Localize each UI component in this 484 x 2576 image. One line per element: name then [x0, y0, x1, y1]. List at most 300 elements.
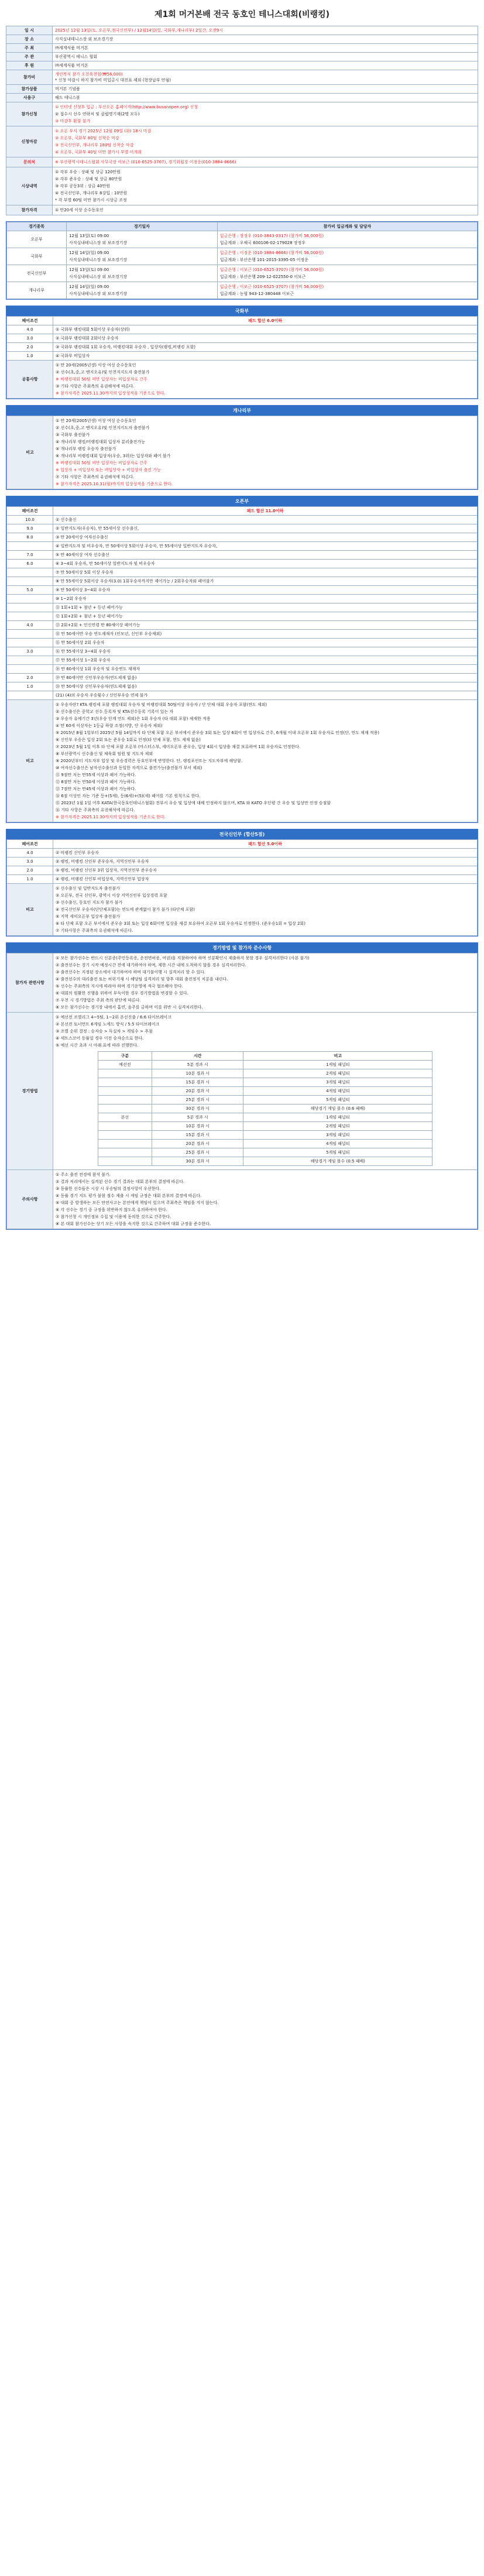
text-line: ① 모든 참가선수는 반드시 신분증(주민등록증, 운전면허증, 여권)을 지참하여야 하며 신분확인시 제출하지 못할 경우 실격처리한다 (사본 불가) [56, 956, 310, 961]
grade-row [7, 352, 478, 361]
info-label: 신청마감 [6, 126, 53, 157]
text-line: 입금은행 : 이정운 (010-3884-8666) (참가비 56,000원) [219, 251, 324, 255]
info-label: 참가비 [6, 70, 53, 85]
text-line: ⑦ 우천 시 경기방법은 주최 측의 판단에 따른다. [56, 998, 141, 1003]
text-line: ※ 참가자격은 2025.11.30까지의 입상성적을 기준으로 한다. [56, 815, 166, 819]
grade-row [7, 630, 478, 639]
grade-score [7, 568, 53, 577]
info-label: 참가신청 [6, 102, 53, 126]
grade-row [7, 857, 478, 866]
grade-row [7, 524, 478, 533]
text-line: 입금은행 : 이보근 (010-6525-3707) (참가비 56,000원) [219, 284, 324, 289]
info-row [6, 35, 478, 44]
text-line: ① 만20세 이상 순수동호인 [55, 208, 104, 212]
penalty-time: 25분 경과 시 [152, 1096, 243, 1105]
grade-text: ⑲ 만 60세이만 신인부우승자(연도제재 없음) [53, 674, 478, 682]
grade-row [7, 577, 478, 586]
info-value-text: ㈜세계식품 머거본 [55, 46, 88, 50]
grade-score [7, 665, 53, 674]
grade-head: 페어조건 [7, 840, 53, 849]
text-line: 12월 13일(토) 09:00 [69, 267, 109, 272]
venue-row [7, 231, 478, 248]
info-value-text: 부산광역시 테니스 협회 [55, 54, 98, 59]
text-line: ③ 동률한 선수들은 시상 시 우승팀의 결정사항이 우선한다. [56, 1186, 161, 1191]
grade-row [7, 849, 478, 857]
text-line: ⑫ 8점만 저는 만50세 이상과 페어 가능하다. [56, 780, 136, 784]
venue-head: 경기종목 [7, 222, 67, 231]
text-line: ⑦ 기타사항은 주최측의 유권해석에 따른다. [56, 928, 133, 933]
text-line: ⑤ 대회 중 발생하는 모든 안전사고는 본인에게 책임이 있으며 주최측은 책임을 지지 않는다. [56, 1200, 219, 1205]
rules-row [7, 1170, 478, 1229]
grade-row [7, 875, 478, 884]
text-line: ② 결과 처리에서는 실격된 선수 경기 결과는 대회 본부의 결정에 따른다. [56, 1179, 185, 1184]
text-line: ③ 조별 순위 결정 : 승자승 > 득실차 > 게임수 > 추첨 [56, 1029, 153, 1034]
grade-text: ① 비랭킹 신인부 우승자 [53, 849, 478, 857]
text-line: ② 오픈부, 국화부 80팀 선착순 마감 [55, 136, 119, 140]
common-row [7, 361, 478, 399]
rules-label: 참가자 관련사항 [7, 953, 53, 1013]
grade-text: ② 일반지도자(우승자), 만 55세이상 선수출신, [53, 524, 478, 533]
penalty-group [98, 1157, 152, 1166]
text-line: 입금계좌 : 부산은행 101-2015-3395-05 이정운 [219, 258, 308, 262]
penalty-row [98, 1140, 432, 1148]
text-line: ① 오픈 부서 경기 2025년 12월 09일 (화) 18시 마감 [55, 129, 152, 133]
penalty-group: 본선 [98, 1113, 152, 1122]
venue-date [67, 282, 218, 299]
penalty-row [98, 1078, 432, 1087]
open-table [6, 506, 478, 822]
text-line: ④ 동률 경기 지도 평가 불참 점수 제출 시 게임 규정은 대회 본부의 결정에 따른다. [56, 1193, 202, 1198]
penalty-time: 30분 경과 시 [152, 1157, 243, 1166]
grade-text: ⑬ 2회+2회 + 인신연령 만 80세이상 페어가능 [53, 621, 478, 630]
info-row [6, 102, 478, 126]
penalty-time: 25분 경과 시 [152, 1148, 243, 1157]
text-line: ※ 비랭킹대회 50팀 미만 입상자는 비입상자로 간주 [56, 461, 147, 465]
text-line: ⑦ 기타 사항은 주최측의 유권해석에 따른다. [56, 475, 135, 479]
text-line: 입금은행 : 장정우 (010-3843-0317) (참가비 56,000원) [219, 234, 324, 238]
penalty-note: 5게임 패널티 [243, 1148, 432, 1157]
text-line: ② 출전선수는 경기 시작 예정시간 전에 대기하여야 하며, 제한 시간 내에 도착하지 않을 경우 실격처리한다. [56, 963, 246, 968]
note-label: 비고 [7, 700, 53, 822]
note-row [7, 416, 478, 489]
grade-row [7, 691, 478, 700]
national-section [6, 829, 478, 937]
text-line: ③ 우승자 유예기간 3년(우승 단계 연도 제외)은 1회 우승자 (타 대회 포함) 제재한 적용 [56, 716, 211, 721]
grade-score: 10.0 [7, 516, 53, 524]
penalty-group [98, 1069, 152, 1078]
text-line: 입금은행 : 이보근 (010-6525-3707) (참가비 56,000원) [219, 267, 324, 272]
info-row [6, 94, 478, 102]
text-line: ② 접수시 선수 연락처 및 클럽명기재(2명 모두) [55, 112, 140, 116]
text-line: ⑨ 2020년부터 지도자부 입상 및 우승경력은 동호인부에 반영한다. 단, 랭킹포인트는 지도자부에 해당함. [56, 759, 242, 763]
grade-text: ⑤ 만 40세이상 여자 선수출신 [53, 551, 478, 560]
penalty-time: 5분 경과 시 [152, 1061, 243, 1069]
grade-row [7, 516, 478, 524]
text-line: ⑦ 참가신청 시 개인정보 수집 및 이용에 동의한 것으로 간주한다. [56, 1215, 171, 1219]
grade-head-row [7, 317, 478, 325]
grade-text: (21) (4)의 우승자 우승횟수 / 신인부우승 연제 불가 [53, 691, 478, 700]
venue-head: 경기일자 [67, 222, 218, 231]
text-line: ④ 출전선수의 대리출전 또는 허위기재 시 해당팀 실격처리 및 향후 대회 출전정지 처분을 내린다. [56, 977, 228, 982]
info-value-text: ㈜세계식품 머거본 [55, 63, 88, 68]
text-line: ④ 오픈부, 국화부 40팀 미만 참가시 부별 미개최 [55, 150, 142, 155]
penalty-note: 4게임 패널티 [243, 1140, 432, 1148]
text-line: ⑧ 본 대회 참가선수는 상기 모든 사항을 숙지한 것으로 간주하며 대회 규정을 준수한다. [56, 1222, 211, 1226]
info-label: 일 시 [6, 26, 53, 35]
text-line: ④ 개나리부 랭킹/비랭킹대회 입상자 분리출전가능 [56, 440, 145, 444]
text-line: ③ 각부 공동3위 : 상금 40만원 [55, 184, 110, 188]
text-line: ※ 비랭킹대회 50팀 미만 입상자는 비입상자로 간주 [56, 377, 147, 382]
text-line: ② 각부 준우승 : 상패 및 상금 80만원 [55, 177, 122, 181]
info-table [6, 26, 478, 215]
grade-text: ③ 만 20세이상 여자선수출신 [53, 533, 478, 542]
grade-score: 8.0 [7, 533, 53, 542]
grade-head-row [7, 507, 478, 516]
rules-value [53, 1013, 478, 1170]
penalty-group [98, 1148, 152, 1157]
grade-row [7, 639, 478, 647]
info-label: 사용구 [6, 94, 53, 102]
info-label: 장 소 [6, 35, 53, 44]
rules-table [6, 953, 478, 1229]
penalty-group: 예선전 [98, 1061, 152, 1069]
text-line: ⑥ 개나리부 비랭킹대회 입상자(우승, 3위)는 입상자와 페어 불가 [56, 454, 171, 458]
penalty-row [98, 1148, 432, 1157]
text-line: ② 오픈부, 전국 신인부, 광역시 이상 지역신인부 입상경력 포함 [56, 893, 167, 898]
penalty-note: 1게임 패널티 [243, 1061, 432, 1069]
penalty-note: 3게임 패널티 [243, 1078, 432, 1087]
grade-score [7, 577, 53, 586]
text-line: 사직실내테니스장 외 보조경기장 [69, 275, 128, 279]
text-line: ③ 전국신인부, 개나리부 180팀 선착순 마감 [55, 143, 134, 148]
text-line: ④ 만 60세 이상자는 1등급 하향 조정(지방, 단 우승자 제외) [56, 723, 163, 728]
grade-text: ⑪ 1회+1회 + 첨년 + 등년 페어가능 [53, 603, 478, 612]
text-line: ① 각부 우승 : 상패 및 상금 120만원 [55, 170, 121, 174]
grade-text: ⑮ 만 50세이상 2회 우승자 [53, 639, 478, 647]
info-label: 참가자격 [6, 205, 53, 215]
penalty-time: 5분 경과 시 [152, 1113, 243, 1122]
text-line: ⑪ 9점만 저는 만55세 이상과 페어 가능하다. [56, 773, 136, 777]
penalty-time: 20분 경과 시 [152, 1087, 243, 1096]
page [0, 0, 484, 1234]
grade-row [7, 551, 478, 560]
grade-score [7, 630, 53, 639]
grade-row [7, 603, 478, 612]
penalty-row [98, 1113, 432, 1122]
penalty-group [98, 1140, 152, 1148]
info-value [53, 35, 478, 44]
grade-score: 3.0 [7, 857, 53, 866]
penalty-row [98, 1157, 432, 1166]
grade-text: ⑳ 만 50세이상 신인부우승자(연도제재 없음) [53, 682, 478, 691]
info-row [6, 70, 478, 85]
grade-text: ⑰ 만 55세이상 1~2회 우승자 [53, 656, 478, 665]
common-value [53, 361, 478, 399]
grade-score [7, 691, 53, 700]
note-label: 비고 [7, 884, 53, 936]
text-line: ④ 전국신인부, 개나리부 8강입 : 10만원 [55, 191, 128, 195]
text-line: ※ 참가자격은 2025.10.31(월)까지의 입상성적을 기준으로 한다. [56, 482, 173, 486]
text-line: 사직실내테니스장 외 보조경기장 [69, 291, 128, 296]
text-line: ⑧ 부산광역시 선수출신 및 체육회 임원 및 지도자 제외 [56, 752, 153, 756]
penalty-group [98, 1078, 152, 1087]
grade-score: 4.0 [7, 849, 53, 857]
grade-score [7, 656, 53, 665]
info-value [53, 126, 478, 157]
text-line: ⑥ 타 단체 포함 오픈 부서에서 준우승 3회 또는 입상 6회이면 입상을 재결 보유하여 오픈부 1회 우승자로 인정한다. (준우승1회 = 입상 2회) [56, 921, 305, 926]
venue-division: 전국신인부 [7, 265, 67, 282]
grade-row [7, 533, 478, 542]
grade-text: ② 국화부 랭킹대회 2회이상 우승자 [53, 334, 478, 343]
info-value [53, 70, 478, 85]
rules-row [7, 953, 478, 1013]
info-value [53, 44, 478, 53]
info-row [6, 26, 478, 35]
gaenari-title: 개나리부 [6, 406, 478, 416]
info-value [53, 167, 478, 205]
grade-text: ④ 랭킹, 비랭킹 신인부 비입상자, 지역신인부 입상자 [53, 875, 478, 884]
grade-score [7, 603, 53, 612]
grade-score [7, 612, 53, 621]
text-line: 12월 14일(일) 09:00 [69, 251, 109, 255]
text-line: ⑤ 예선 시간 초과 시 아래 표에 따라 진행한다. [56, 1043, 139, 1048]
grade-score: 4.0 [7, 621, 53, 630]
info-row [6, 157, 478, 167]
text-line: ⑯ 기타 사항은 주최측의 유권해석에 따른다. [56, 808, 135, 812]
text-line: ② 선수(초,중,고 엔지오유)및 인천지지도자 출전불가 [56, 426, 150, 430]
grade-row [7, 542, 478, 551]
note-value [53, 700, 478, 822]
info-value-text: 헤드 테니스볼 [55, 95, 80, 100]
grade-row [7, 595, 478, 603]
grade-text: ⑥ 3~4회 우승자, 만 50세이상 일반지도자 및 비우승자 [53, 560, 478, 568]
penalty-head: 시간 [152, 1052, 243, 1061]
text-line: ③ 출전선수는 지정된 장소에서 대기하여야 하며 대기불이행 시 실격처리 할 수 있다. [56, 970, 206, 975]
open-section [6, 496, 478, 823]
info-value-text: 개인복식 참가 오천육천원(₩56,000) [55, 72, 123, 77]
rules-row [7, 1013, 478, 1170]
common-label: 공통사항 [7, 361, 53, 399]
info-value [53, 94, 478, 102]
penalty-head-row [98, 1052, 432, 1061]
text-line: ② 본선전 토너먼트 6게임 노에드 방식 / 5:5 타이브레이크 [56, 1022, 160, 1027]
grade-row [7, 334, 478, 343]
text-line: ④ 전국신인부 우승자(단단체포함)는 연도에 관계없이 참가 불가 (타단체 포함) [56, 907, 195, 912]
text-line: ① 선수출신 및 일반지도자 출전불가 [56, 886, 120, 891]
grade-score [7, 542, 53, 551]
grade-row [7, 682, 478, 691]
penalty-head: 비고 [243, 1052, 432, 1061]
grade-row [7, 325, 478, 334]
text-line: ③ 선수출신, 동호인 지도자 참가 불가 [56, 900, 123, 905]
grade-score: 3.0 [7, 647, 53, 656]
grade-text: ② 랭킹, 비랭킹 신인부 준우승자, 지역신인부 우승자 [53, 857, 478, 866]
info-row [6, 61, 478, 70]
text-line: ⑤ 선수는 주최측의 지시에 따라야 하며 경기운영에 적극 협조해야 한다. [56, 984, 183, 989]
grade-row [7, 647, 478, 656]
text-line: ⑤ 2015년 8월 1일부터 2025년 5월 14일까지 타 단체 포함 오픈 부서에서 준우승 3회 또는 입상 6회이 면 입상자로 간주, 6개월 이내 오픈부 1회 우승자로 인정(단, 연도 제재 적용) [56, 730, 380, 735]
gukhwa-title: 국화부 [6, 306, 478, 316]
penalty-time: 20분 경과 시 [152, 1140, 243, 1148]
grade-score: 3.0 [7, 334, 53, 343]
rules-label: 주의사항 [7, 1170, 53, 1229]
gaenari-section [6, 405, 478, 490]
grade-score: 1.0 [7, 682, 53, 691]
grade-row [7, 586, 478, 595]
text-line: ⑩ 여자선수출신은 남자선수출신과 동일한 자격으로 출전가능(출전불가 부서 제외) [56, 766, 202, 770]
penalty-note: 해당경기 게임 몰수 (0:5 패배) [243, 1157, 432, 1166]
info-value-text: 사직실내테니스장 외 보조경기장 [55, 37, 114, 42]
text-line: ④ 세트스코어 동률일 경우 이전 승자순으로 한다. [56, 1036, 144, 1041]
penalty-time: 15분 경과 시 [152, 1078, 243, 1087]
grade-text: ③ 랭킹, 비랭킹 신인부 3위 입상자, 지역신인부 준우승자 [53, 866, 478, 875]
grade-text: ⑯ 만 55세이상 3~4회 우승자 [53, 647, 478, 656]
venue-division: 오픈부 [7, 231, 67, 248]
venue-account [217, 282, 477, 299]
venue-section [6, 221, 478, 300]
note-row [7, 700, 478, 822]
grade-score: 1.0 [7, 875, 53, 884]
grade-score: 2.0 [7, 866, 53, 875]
penalty-row [98, 1105, 432, 1113]
grade-score: 4.0 [7, 325, 53, 334]
venue-head: 참가비 입금계좌 및 담당자 [217, 222, 477, 231]
venue-date [67, 265, 218, 282]
penalty-note: 3게임 패널티 [243, 1131, 432, 1140]
penalty-row [98, 1122, 432, 1131]
info-value [53, 205, 478, 215]
penalty-time: 10분 경과 시 [152, 1122, 243, 1131]
info-row [6, 44, 478, 53]
info-row [6, 85, 478, 94]
text-line: 12월 14일(일) 09:00 [69, 284, 109, 289]
text-line: ③ 국화부 출전불가 [56, 433, 90, 437]
text-line: 사직실내테니스장 외 보조경기장 [69, 258, 128, 262]
grade-row [7, 866, 478, 875]
info-label: 참가상품 [6, 85, 53, 94]
text-line: ⑭ 6점 이상인 자는 기준 등+(5세), 등(6세)+(5)(세) 페어를 기본 원칙으로 한다. [56, 794, 201, 798]
text-line: ※ 참가자격은 2025.11.30까지의 입상성적을 기준으로 한다. [56, 391, 166, 396]
penalty-note: 2게임 패널티 [243, 1069, 432, 1078]
grade-text: ⑫ 1회+2회 + 첨년 + 등년 페어가능 [53, 612, 478, 621]
grade-text: ④ 국화부 비입상자 [53, 352, 478, 361]
info-label: 주 최 [6, 44, 53, 53]
venue-row [7, 265, 478, 282]
text-line: ① 인터넷 신청후 입금 : 부산오픈 홈페이지(http://www.busanopen.org) 신청 [55, 105, 198, 109]
grade-score: 2.0 [7, 674, 53, 682]
text-line: ※ 부산광역시테니스협회 사무국장 이보근 (010-6525-3707), 경기위원장 이정운(010-3884-8666) [55, 160, 236, 164]
info-value [53, 26, 478, 35]
info-value [53, 85, 478, 94]
grade-score: 7.0 [7, 551, 53, 560]
grade-row [7, 343, 478, 352]
penalty-group [98, 1087, 152, 1096]
grade-score: 6.0 [7, 560, 53, 568]
grade-text: ① 선수출신 [53, 516, 478, 524]
venue-date [67, 248, 218, 265]
venue-row [7, 248, 478, 265]
info-label: 문의처 [6, 157, 53, 167]
info-value-text: 2025년 12월 13일(토, 오픈부,전국신인부) / 12월14일(일, 국화부,개나리부) 2일간, 오전9시 [55, 28, 224, 33]
grade-head: 패드 합산 11.0이하 [53, 507, 478, 516]
venue-date [67, 231, 218, 248]
penalty-group [98, 1105, 152, 1113]
gukhwa-table [6, 316, 478, 399]
text-line: ⑥ 신인부 우승은 입상 2회 또는 준우승 1회로 인정(타 단체 포함, 연도 제재 없음) [56, 738, 201, 742]
grade-row [7, 568, 478, 577]
text-line: ⑮ 2023년 1월 1일 이후 KATA(한국동호인테니스협회) 전부서 우승 및 입상에 대해 인정하지 않으며, KTA 와 KATO 우단평 간 우승 및 입상만 인정 승점함 [56, 801, 331, 805]
venue-table [6, 222, 478, 299]
penalty-time: 15분 경과 시 [152, 1131, 243, 1140]
grade-text: ⑱ 만 60세이상 1회 우승자 및 우승연도 제재자 [53, 665, 478, 674]
grade-head-row [7, 840, 478, 849]
text-line: ※ 입상자 + 비입상자 또는 비입상자 + 비입상자 출전 가능 [56, 468, 161, 472]
grade-head: 패드 합산 5.0이하 [53, 840, 478, 849]
grade-score [7, 595, 53, 603]
penalty-note: 4게임 패널티 [243, 1087, 432, 1096]
penalty-note: 1게임 패널티 [243, 1113, 432, 1122]
note-row [7, 884, 478, 936]
info-value [53, 53, 478, 61]
text-line: ① 만 20세(2005년생) 이상 여성 순수동호인 [56, 363, 136, 368]
info-label: 시상내역 [6, 167, 53, 205]
note-value [53, 884, 478, 936]
text-line: ⑤ 지역 세미오픈부 입상자 출전불가 [56, 914, 120, 919]
grade-text: ① 국화부 랭킹대회 5회이상 우승자(상위) [53, 325, 478, 334]
text-line: ⑧ 모든 참가선수는 경기장 내에서 흡연, 음주를 금하며 이를 위반 시 실격처리한다. [56, 1005, 203, 1010]
info-value [53, 61, 478, 70]
grade-text: ⑨ 만 50세이상 3~4회 우승자 [53, 586, 478, 595]
national-title: 전국신인부 (합산5점) [6, 829, 478, 839]
info-row [6, 205, 478, 215]
text-line: ⑤ 개나리부 랭킹 우승자 출전불가 [56, 447, 116, 451]
grade-score: 1.0 [7, 352, 53, 361]
text-line: 입금계좌 : 부산은행 209-12-022550-0 이보근 [219, 275, 306, 279]
info-row [6, 167, 478, 205]
penalty-row [98, 1096, 432, 1105]
penalty-group [98, 1122, 152, 1131]
text-line: * 각 부별 60팀 미만 참가시 시상금 조정 [55, 198, 127, 203]
penalty-row [98, 1087, 432, 1096]
text-line: ① 주소 출전 전경에 참석 불가. [56, 1172, 111, 1177]
grade-text: ⑭ 만 50세이만 우승 연도제재자 (인모년, 신인부 우승제외) [53, 630, 478, 639]
grade-text: ⑧ 만 55세이상 5회이상 우승자(3.0) 1회우승자까지만 제어가능 / 2회우승자와 페어불가 [53, 577, 478, 586]
info-value-note: * 신청 마감시 하지 참가비 미입금시 대진표 제외 (현장납부 안됨) [55, 78, 171, 83]
penalty-note: 2게임 패널티 [243, 1122, 432, 1131]
text-line: 입금계좌 : 우체국 600106-02-179028 장정우 [219, 241, 306, 245]
text-line: ③ 기타 사항은 주최측의 유권해석에 따른다. [56, 384, 135, 389]
text-line: ⑬ 7점만 저는 만45세 이상과 페어 가능하다. [56, 787, 136, 791]
note-label: 비고 [7, 416, 53, 489]
grade-text: ⑦ 만 50세이상 5회 이상 우승자 [53, 568, 478, 577]
grade-score [7, 639, 53, 647]
info-row [6, 53, 478, 61]
text-line: ① 우승자란? KTA 랭킹제 포함 랭킹대회 우승자 및 비랭킹대회 50팀이상 우승자 / 단 단체 대회 우승자 포함(연도 제외) [56, 702, 267, 707]
grade-row [7, 612, 478, 621]
info-label: 후 원 [6, 61, 53, 70]
text-line: ⑥ 각 선수는 경기 중 규정을 위반하지 않도록 유의하여야 한다. [56, 1208, 167, 1212]
penalty-group [98, 1131, 152, 1140]
info-label: 주 관 [6, 53, 53, 61]
venue-account [217, 231, 477, 248]
rules-value [53, 1170, 478, 1229]
info-value [53, 102, 478, 126]
national-table [6, 839, 478, 936]
text-line: 입금계좌 : 농협 943-12-380448 이보근 [219, 291, 294, 296]
penalty-group [98, 1096, 152, 1105]
venue-division: 국화부 [7, 248, 67, 265]
grade-text: ⑩ 1~2회 우승자 [53, 595, 478, 603]
